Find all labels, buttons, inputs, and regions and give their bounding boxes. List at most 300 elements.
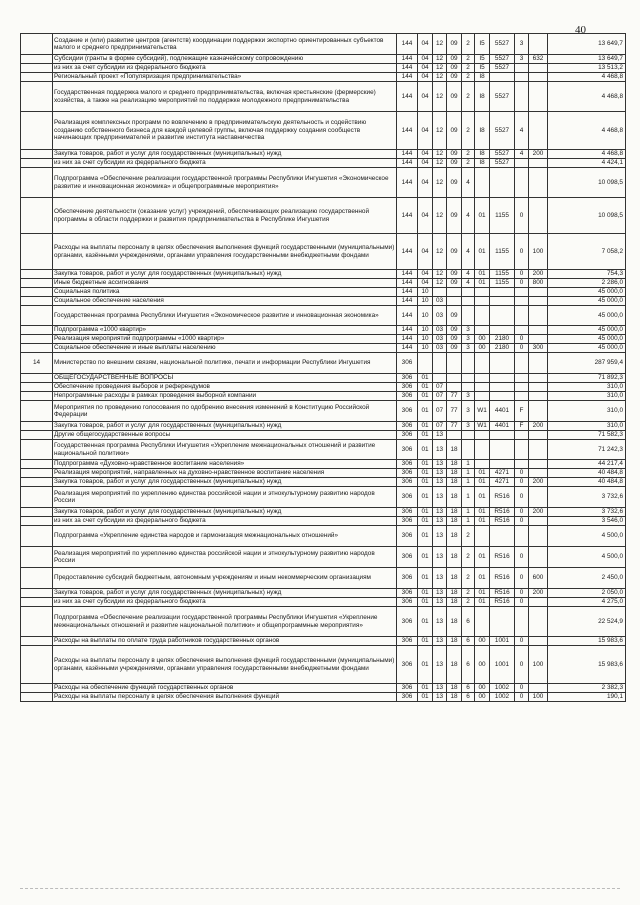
section-code: 10 [418,344,433,353]
table-row [21,64,626,73]
expense-type-code: 0 [515,646,529,684]
program-code: 09 [447,234,462,270]
expense-type-code [515,374,529,383]
row-amount: 310,0 [548,383,626,392]
ministry-code: 306 [397,589,418,598]
subsection-code: 07 [433,392,447,401]
direction-code: 01 [475,508,490,517]
subsidy-code [529,517,548,526]
subsidy-code: 200 [529,478,548,487]
program-code: 18 [447,526,462,547]
direction-number: 1002 [490,684,515,693]
direction-code [475,607,490,637]
table-row [21,422,626,431]
row-amount: 10 098,5 [548,198,626,234]
section-code: 01 [418,526,433,547]
subprogram-code: 1 [462,487,475,508]
ministry-code: 306 [397,637,418,646]
program-code [447,383,462,392]
row-description: Реализация комплексных программ по вовлечению в предпринимательскую деятельность и содействию созданию собственного бизнеса для каждой целевой группы, включая поддержку создания сообществ начинающих предпринимателей и развитие института наставничества [53,112,397,150]
direction-number: R516 [490,547,515,568]
direction-code: 01 [475,270,490,279]
row-description: Непрограммные расходы в рамках проведения выборной компании [53,392,397,401]
section-code: 04 [418,159,433,168]
direction-number: 1155 [490,279,515,288]
subsection-code: 13 [433,431,447,440]
table-row [21,508,626,517]
expense-type-code [515,159,529,168]
program-code: 18 [447,607,462,637]
table-row [21,598,626,607]
subsection-code: 13 [433,478,447,487]
subsidy-code: 200 [529,589,548,598]
program-code: 18 [447,460,462,469]
subprogram-code: 2 [462,598,475,607]
row-number [21,112,53,150]
direction-code: I8 [475,73,490,82]
row-amount: 3 732,6 [548,487,626,508]
subsection-code: 13 [433,693,447,702]
row-description: Региональный проект «Популяризация предпринимательства» [53,73,397,82]
direction-number [490,440,515,460]
program-code: 18 [447,440,462,460]
expense-type-code: 0 [515,469,529,478]
row-number [21,589,53,598]
subsidy-code [529,392,548,401]
program-code: 18 [447,646,462,684]
row-description: Закупка товаров, работ и услуг для государственных (муниципальных) нужд [53,508,397,517]
table-row [21,526,626,547]
ministry-code: 144 [397,198,418,234]
row-description: Закупка товаров, работ и услуг для государственных (муниципальных) нужд [53,478,397,487]
row-amount: 4 468,8 [548,82,626,112]
subprogram-code: 4 [462,270,475,279]
expense-type-code: 0 [515,598,529,607]
row-number [21,198,53,234]
direction-code: 01 [475,598,490,607]
row-description: Реализация мероприятий подпрограммы «1000 квартир» [53,335,397,344]
subsidy-code [529,159,548,168]
subsection-code: 13 [433,526,447,547]
row-amount: 2 450,0 [548,568,626,589]
subprogram-code: 4 [462,198,475,234]
table-row [21,150,626,159]
row-number [21,306,53,326]
ministry-code: 306 [397,487,418,508]
direction-number [490,392,515,401]
subsection-code: 13 [433,589,447,598]
subprogram-code: 6 [462,637,475,646]
section-code: 04 [418,198,433,234]
table-row [21,326,626,335]
subsidy-code [529,64,548,73]
direction-number [490,306,515,326]
direction-number [490,353,515,374]
program-code: 09 [447,198,462,234]
row-number [21,508,53,517]
ministry-code: 306 [397,517,418,526]
row-number [21,440,53,460]
table-row [21,234,626,270]
row-description: Закупка товаров, работ и услуг для государственных (муниципальных) нужд [53,589,397,598]
subsection-code: 12 [433,112,447,150]
row-amount: 22 524,9 [548,607,626,637]
subsection-code: 13 [433,487,447,508]
row-amount: 45 000,0 [548,288,626,297]
section-code: 01 [418,693,433,702]
row-number [21,607,53,637]
row-amount: 4 500,0 [548,547,626,568]
direction-number: 1001 [490,646,515,684]
row-description: Расходы на выплаты персоналу в целях обеспечения выполнения функций государственными (муниципальными) органами, казёнными учреждениями, органами управления государственными внебюджетными фондами [53,646,397,684]
row-number [21,168,53,198]
row-description: Мероприятия по проведению голосования по одобрению внесения изменений в Конституцию Российской Федерации [53,401,397,422]
section-code [418,353,433,374]
expense-type-code: 0 [515,270,529,279]
ministry-code: 144 [397,150,418,159]
program-code [447,374,462,383]
section-code: 04 [418,150,433,159]
table-row [21,684,626,693]
row-number [21,422,53,431]
subsidy-code [529,198,548,234]
row-number [21,469,53,478]
page-bottom-edge [20,888,620,889]
expense-type-code [515,306,529,326]
row-amount: 3 546,0 [548,517,626,526]
direction-code: 01 [475,279,490,288]
subprogram-code [462,306,475,326]
subsection-code [433,353,447,374]
program-code: 09 [447,168,462,198]
row-description: Социальное обеспечение населения [53,297,397,306]
subsection-code [433,288,447,297]
expense-type-code: 3 [515,55,529,64]
direction-number: 4401 [490,401,515,422]
row-number [21,150,53,159]
ministry-code: 306 [397,478,418,487]
direction-code [475,306,490,326]
row-amount: 190,1 [548,693,626,702]
row-description: Расходы на обеспечение функций государственных органов [53,684,397,693]
program-code: 09 [447,335,462,344]
ministry-code: 144 [397,288,418,297]
subsidy-code [529,34,548,55]
program-code: 09 [447,344,462,353]
section-code: 01 [418,517,433,526]
section-code: 04 [418,34,433,55]
section-code: 01 [418,422,433,431]
subprogram-code [462,297,475,306]
table-row [21,198,626,234]
section-code: 01 [418,568,433,589]
direction-number: R516 [490,487,515,508]
subsection-code: 12 [433,159,447,168]
subprogram-code [462,288,475,297]
table-row [21,517,626,526]
subprogram-code: 2 [462,568,475,589]
row-number [21,598,53,607]
section-code: 04 [418,168,433,198]
direction-number [490,374,515,383]
expense-type-code [515,288,529,297]
subsection-code: 12 [433,55,447,64]
ministry-code: 306 [397,401,418,422]
row-description: из них за счет субсидии из федерального бюджета [53,64,397,73]
row-description: Другие общегосударственные вопросы [53,431,397,440]
direction-code: 00 [475,646,490,684]
direction-code: I8 [475,112,490,150]
subsection-code: 12 [433,34,447,55]
row-number [21,374,53,383]
ministry-code: 306 [397,646,418,684]
row-number [21,693,53,702]
direction-code: 01 [475,234,490,270]
direction-code: I5 [475,55,490,64]
row-number [21,460,53,469]
ministry-code: 306 [397,547,418,568]
row-number [21,82,53,112]
subsidy-code [529,431,548,440]
section-code: 01 [418,401,433,422]
subsection-code [433,374,447,383]
subsidy-code [529,637,548,646]
expense-type-code [515,353,529,374]
row-number [21,64,53,73]
section-code: 01 [418,383,433,392]
direction-code [475,297,490,306]
direction-number: 2180 [490,335,515,344]
subsection-code: 13 [433,646,447,684]
subprogram-code: 3 [462,335,475,344]
expense-type-code [515,392,529,401]
subsection-code: 03 [433,297,447,306]
table-row [21,637,626,646]
row-amount: 15 983,6 [548,637,626,646]
row-amount: 2 050,0 [548,589,626,598]
row-amount: 13 649,7 [548,34,626,55]
subsection-code: 07 [433,401,447,422]
direction-code: 00 [475,344,490,353]
table-row [21,288,626,297]
program-code: 09 [447,270,462,279]
program-code: 09 [447,73,462,82]
program-code: 18 [447,487,462,508]
direction-number: R516 [490,517,515,526]
row-amount: 40 484,8 [548,478,626,487]
subprogram-code [462,353,475,374]
direction-number: R516 [490,568,515,589]
subsidy-code: 632 [529,55,548,64]
row-description: Создание и (или) развитие центров (агентств) координации поддержки экспортно ориентированных субъектов малого и среднего предпринимательства [53,34,397,55]
direction-code [475,526,490,547]
row-number [21,646,53,684]
direction-number: 1001 [490,637,515,646]
subsection-code: 12 [433,150,447,159]
section-code: 01 [418,508,433,517]
subsection-code: 13 [433,568,447,589]
subsection-code: 13 [433,460,447,469]
subprogram-code: 3 [462,392,475,401]
ministry-code: 306 [397,383,418,392]
program-code: 09 [447,82,462,112]
subsection-code: 13 [433,684,447,693]
ministry-code: 144 [397,82,418,112]
direction-code: 01 [475,469,490,478]
row-amount: 4 424,1 [548,159,626,168]
subsidy-code: 200 [529,270,548,279]
row-number [21,526,53,547]
direction-code: 01 [475,198,490,234]
table-row [21,73,626,82]
subsection-code: 13 [433,440,447,460]
subsidy-code [529,460,548,469]
subsection-code: 13 [433,469,447,478]
row-number [21,34,53,55]
direction-number: 5527 [490,55,515,64]
subsidy-code: 100 [529,646,548,684]
row-number [21,335,53,344]
direction-code [475,440,490,460]
ministry-code: 144 [397,234,418,270]
section-code: 10 [418,326,433,335]
table-row [21,159,626,168]
budget-table [20,33,626,702]
direction-number: 2180 [490,344,515,353]
row-amount: 71 582,3 [548,431,626,440]
expense-type-code: 0 [515,508,529,517]
program-code [447,431,462,440]
table-row [21,383,626,392]
direction-code: W1 [475,401,490,422]
table-row [21,478,626,487]
row-description: Реализация мероприятий по укреплению единства российской нации и этнокультурному развитию народов России [53,547,397,568]
table-row [21,82,626,112]
direction-number [490,326,515,335]
subprogram-code: 2 [462,64,475,73]
row-amount: 2 382,3 [548,684,626,693]
table-row [21,693,626,702]
program-code: 18 [447,508,462,517]
table-row [21,270,626,279]
expense-type-code: F [515,422,529,431]
direction-code [475,383,490,392]
program-code: 18 [447,637,462,646]
expense-type-code: 4 [515,150,529,159]
direction-number: 5527 [490,112,515,150]
section-code: 01 [418,589,433,598]
section-code: 04 [418,73,433,82]
expense-type-code: 0 [515,517,529,526]
ministry-code: 144 [397,112,418,150]
subprogram-code: 2 [462,55,475,64]
direction-number [490,383,515,392]
row-amount: 4 500,0 [548,526,626,547]
program-code: 09 [447,150,462,159]
table-row [21,440,626,460]
direction-code [475,288,490,297]
direction-code [475,353,490,374]
direction-number: 5527 [490,34,515,55]
table-row [21,646,626,684]
direction-number [490,460,515,469]
subsection-code: 03 [433,335,447,344]
table-row [21,335,626,344]
subsection-code: 03 [433,306,447,326]
row-amount: 4 468,8 [548,112,626,150]
table-row [21,344,626,353]
row-description: Подпрограмма «Обеспечение реализации государственной программы Республики Ингушетия «Укрепление межнациональных отношений и развитие национальной политики» и общепрограммные мероприятия» [53,607,397,637]
row-amount: 287 959,4 [548,353,626,374]
section-code: 04 [418,82,433,112]
subsidy-code [529,401,548,422]
program-code: 09 [447,326,462,335]
section-code: 04 [418,55,433,64]
section-code: 10 [418,335,433,344]
direction-number: 5527 [490,159,515,168]
direction-number: 4271 [490,478,515,487]
direction-number: R516 [490,598,515,607]
subsidy-code: 800 [529,279,548,288]
expense-type-code: 0 [515,637,529,646]
direction-code [475,168,490,198]
section-code: 04 [418,234,433,270]
subsection-code: 12 [433,270,447,279]
page-number: 40 [575,24,586,36]
row-description: Государственная поддержка малого и среднего предпринимательства, включая крестьянские (фермерские) хозяйства, а также на реализацию мероприятий по поддержке молодежного предпринимательства [53,82,397,112]
row-amount: 4 275,0 [548,598,626,607]
row-description: Социальная политика [53,288,397,297]
expense-type-code [515,526,529,547]
section-code: 01 [418,392,433,401]
row-number [21,637,53,646]
program-code: 09 [447,112,462,150]
direction-code: I5 [475,64,490,73]
row-amount: 3 732,6 [548,508,626,517]
subsidy-code: 100 [529,234,548,270]
row-description: из них за счет субсидии из федерального бюджета [53,598,397,607]
subprogram-code: 4 [462,168,475,198]
ministry-code: 144 [397,73,418,82]
subprogram-code: 6 [462,607,475,637]
expense-type-code: F [515,401,529,422]
ministry-code: 144 [397,326,418,335]
expense-type-code [515,82,529,112]
row-description: Закупка товаров, работ и услуг для государственных (муниципальных) нужд [53,422,397,431]
section-code: 04 [418,270,433,279]
ministry-code: 144 [397,306,418,326]
row-number [21,547,53,568]
direction-code: I8 [475,159,490,168]
subprogram-code: 3 [462,401,475,422]
direction-number: 4401 [490,422,515,431]
subsidy-code [529,598,548,607]
subprogram-code [462,440,475,460]
expense-type-code: 0 [515,335,529,344]
row-amount: 13 649,7 [548,55,626,64]
subprogram-code: 4 [462,279,475,288]
expense-type-code: 0 [515,344,529,353]
direction-number: 5527 [490,64,515,73]
program-code: 18 [447,547,462,568]
direction-code [475,326,490,335]
expense-type-code: 4 [515,112,529,150]
ministry-code: 306 [397,508,418,517]
program-code [447,353,462,374]
subsidy-code [529,168,548,198]
row-number [21,344,53,353]
section-code: 01 [418,684,433,693]
